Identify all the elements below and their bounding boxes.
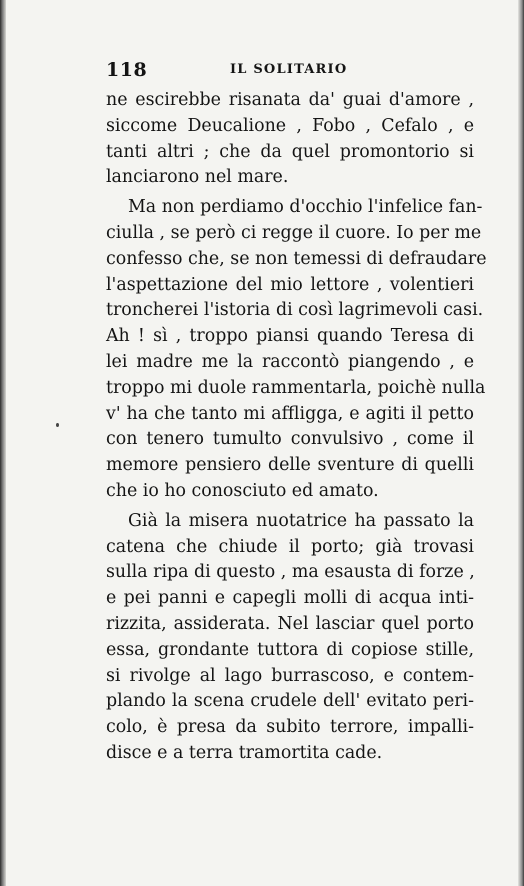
text-line: si rivolge al lago burrascoso, e contem-: [106, 665, 474, 686]
text-line: e pei panni e capegli molli di acqua inti-: [106, 588, 474, 609]
text-line: v' ha che tanto mi affligga, e agiti il petto: [106, 403, 474, 424]
text-line: sulla ripa di questo , ma esausta di forze ,: [106, 562, 475, 583]
text-line: che io ho conosciuto ed amato.: [106, 480, 379, 501]
paragraph: [106, 509, 474, 767]
paragraph: [106, 195, 487, 505]
body-text: [106, 88, 487, 767]
text-line: lanciarono nel mare.: [106, 167, 289, 188]
page-edge-right: [518, 0, 524, 886]
text-line: Ma non perdiamo d'occhio l'infelice fan-: [128, 197, 483, 218]
text-line: lei madre me la raccontò piangendo , e: [106, 351, 474, 372]
ink-speck: [56, 423, 59, 427]
page-edge-left: [0, 0, 6, 886]
text-line: Ah ! sì , troppo piansi quando Teresa di: [106, 326, 474, 347]
text-line: tanti altri ; che da quel promontorio si: [106, 141, 474, 162]
text-line: confesso che, se non temessi di defraudare: [106, 248, 487, 269]
text-line: troncherei l'istoria di così lagrimevoli casi.: [106, 300, 484, 321]
text-line: disce e a terra tramortita cade.: [106, 742, 383, 763]
text-line: con tenero tumulto convulsivo , come il: [106, 429, 474, 450]
text-line: ciulla , se però ci regge il cuore. Io per me: [106, 222, 482, 243]
text-line: ne escirebbe risanata da' guai d'amore ,: [106, 90, 474, 110]
paragraph: [106, 88, 474, 191]
text-line: colo, è presa da subito terrore, impalli-: [106, 717, 474, 738]
text-line: Già la misera nuotatrice ha passato la: [128, 510, 474, 531]
text-line: rizzita, assiderata. Nel lasciar quel porto: [106, 613, 474, 634]
text-line: l'aspettazione del mio lettore , volentieri: [106, 274, 474, 295]
text-line: essa, grondante tuttora di copiose stille,: [106, 639, 474, 660]
text-line: memore pensiero delle sventure di quelli: [106, 455, 474, 476]
text-line: siccome Deucalione , Fobo , Cefalo , e: [106, 115, 474, 136]
text-line: catena che chiude il porto; già trovasi: [106, 536, 474, 557]
running-title: IL SOLITARIO: [230, 62, 348, 77]
text-line: troppo mi duole rammentarla, poichè nulla: [106, 377, 486, 398]
page-header: [106, 59, 476, 85]
page-number: 118: [106, 59, 148, 81]
text-line: plando la scena crudele dell' evitato peri-: [106, 691, 474, 712]
